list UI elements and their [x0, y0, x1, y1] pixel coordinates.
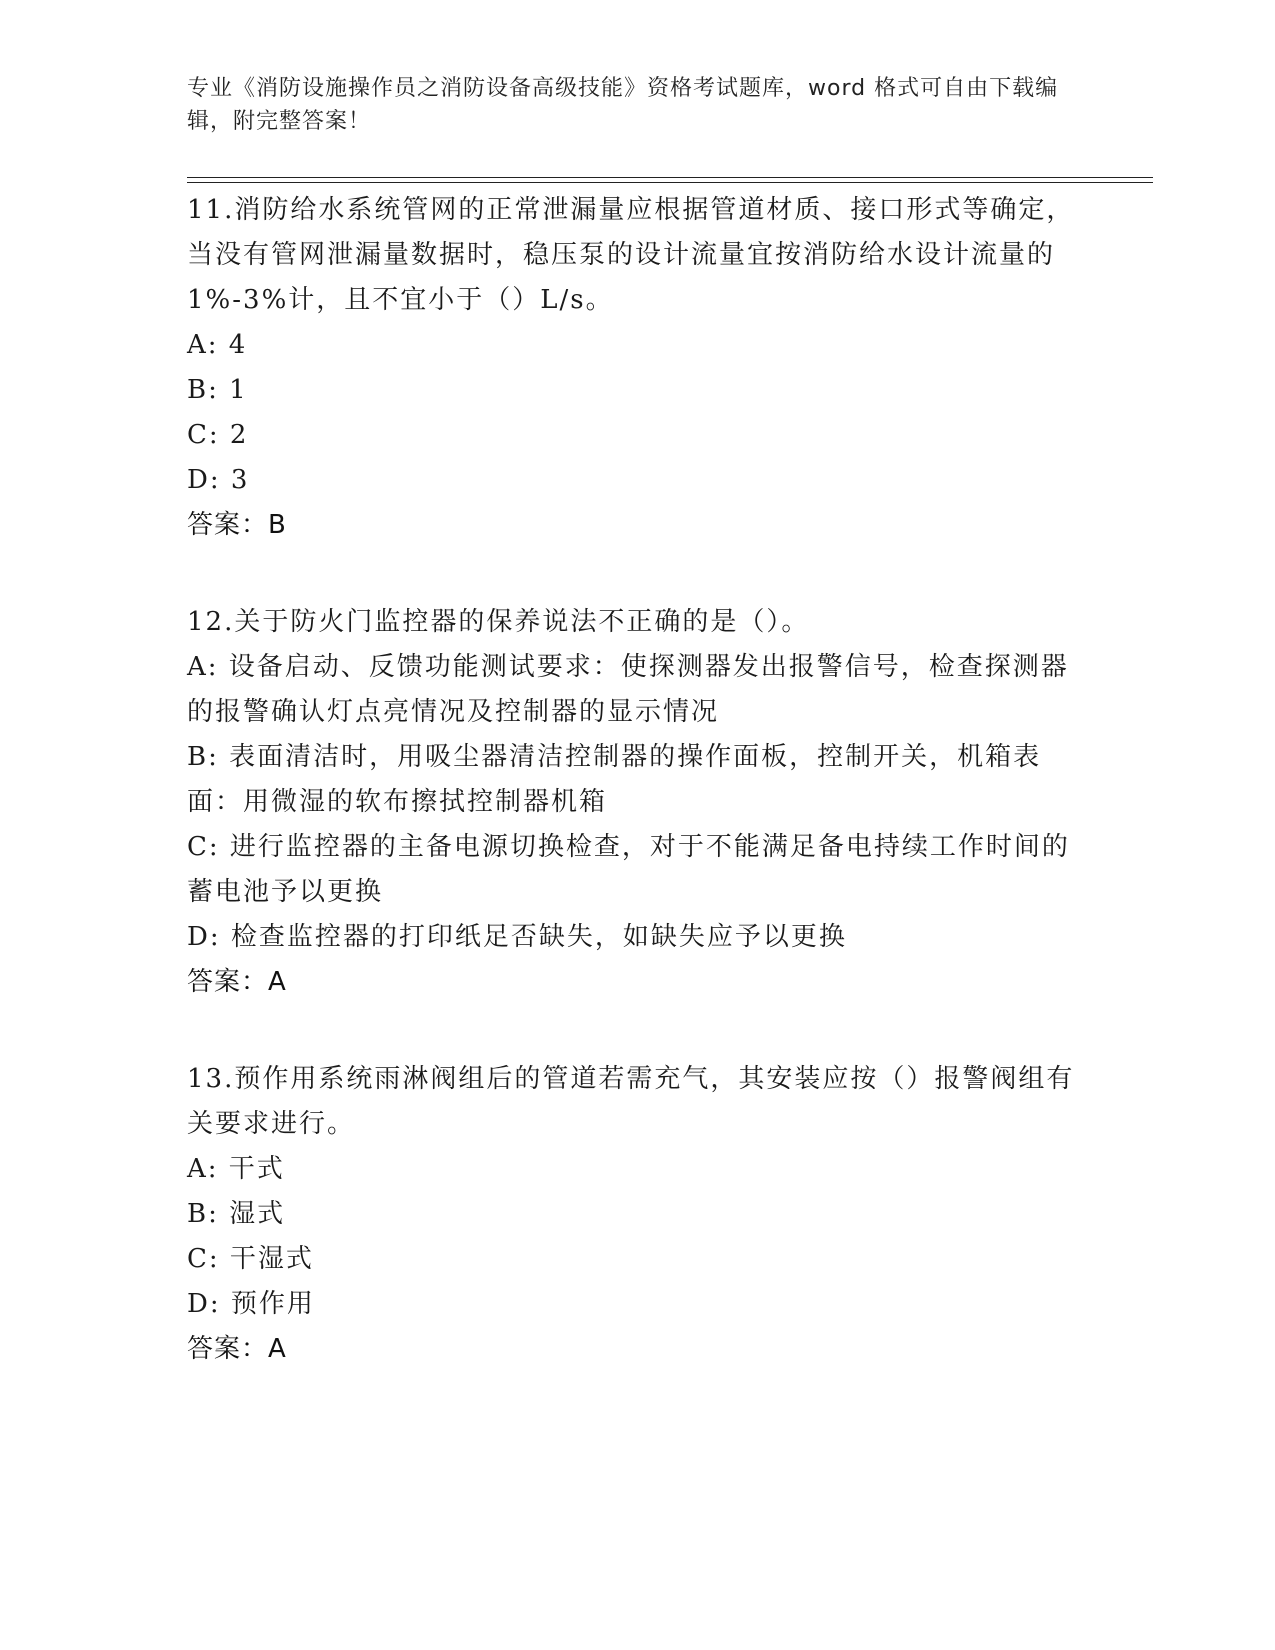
question-stem: 12.关于防火门监控器的保养说法不正确的是（）。: [187, 607, 810, 637]
question-11: [187, 188, 1087, 548]
option-c: C: 2: [187, 420, 249, 450]
option-b: B: 表面清洁时，用吸尘器清洁控制器的操作面板，控制开关，机箱表面：用微湿的软布擦拭控制器机箱: [187, 742, 1042, 817]
option-c: C: 进行监控器的主备电源切换检查，对于不能满足备电持续工作时间的蓄电池予以更换: [187, 832, 1070, 907]
question-stem: 13.预作用系统雨淋阀组后的管道若需充气，其安装应按（）报警阀组有关要求进行。: [187, 1064, 1075, 1139]
option-b: B: 湿式: [187, 1199, 286, 1229]
option-d: D: 检查监控器的打印纸足否缺失，如缺失应予以更换: [187, 922, 847, 952]
header-divider-bottom: [187, 182, 1153, 183]
answer-line: 答案：B: [187, 510, 287, 540]
question-list: [187, 188, 1087, 1424]
option-d: D: 3: [187, 465, 250, 495]
option-c: C: 干湿式: [187, 1244, 314, 1274]
question-12: [187, 600, 1087, 1005]
answer-line: 答案：A: [187, 1334, 287, 1364]
question-stem: 11.消防给水系统管网的正常泄漏量应根据管道材质、接口形式等确定，当没有管网泄漏量数据时，稳压泵的设计流量宜按消防给水设计流量的 1%-3%计，且不宜小于（）L/s。: [187, 195, 1075, 315]
option-a: A: 干式: [187, 1154, 285, 1184]
option-a: A: 4: [187, 330, 248, 360]
option-d: D: 预作用: [187, 1289, 315, 1319]
document-header: 专业《消防设施操作员之消防设备高级技能》资格考试题库，word 格式可自由下载编辑，附完整答案！: [187, 76, 1059, 134]
question-13: [187, 1057, 1087, 1372]
header-divider-top: [187, 177, 1153, 178]
answer-line: 答案：A: [187, 967, 287, 997]
option-a: A: 设备启动、反馈功能测试要求：使探测器发出报警信号，检查探测器的报警确认灯点亮情况及控制器的显示情况: [187, 652, 1069, 727]
option-b: B: 1: [187, 375, 248, 405]
